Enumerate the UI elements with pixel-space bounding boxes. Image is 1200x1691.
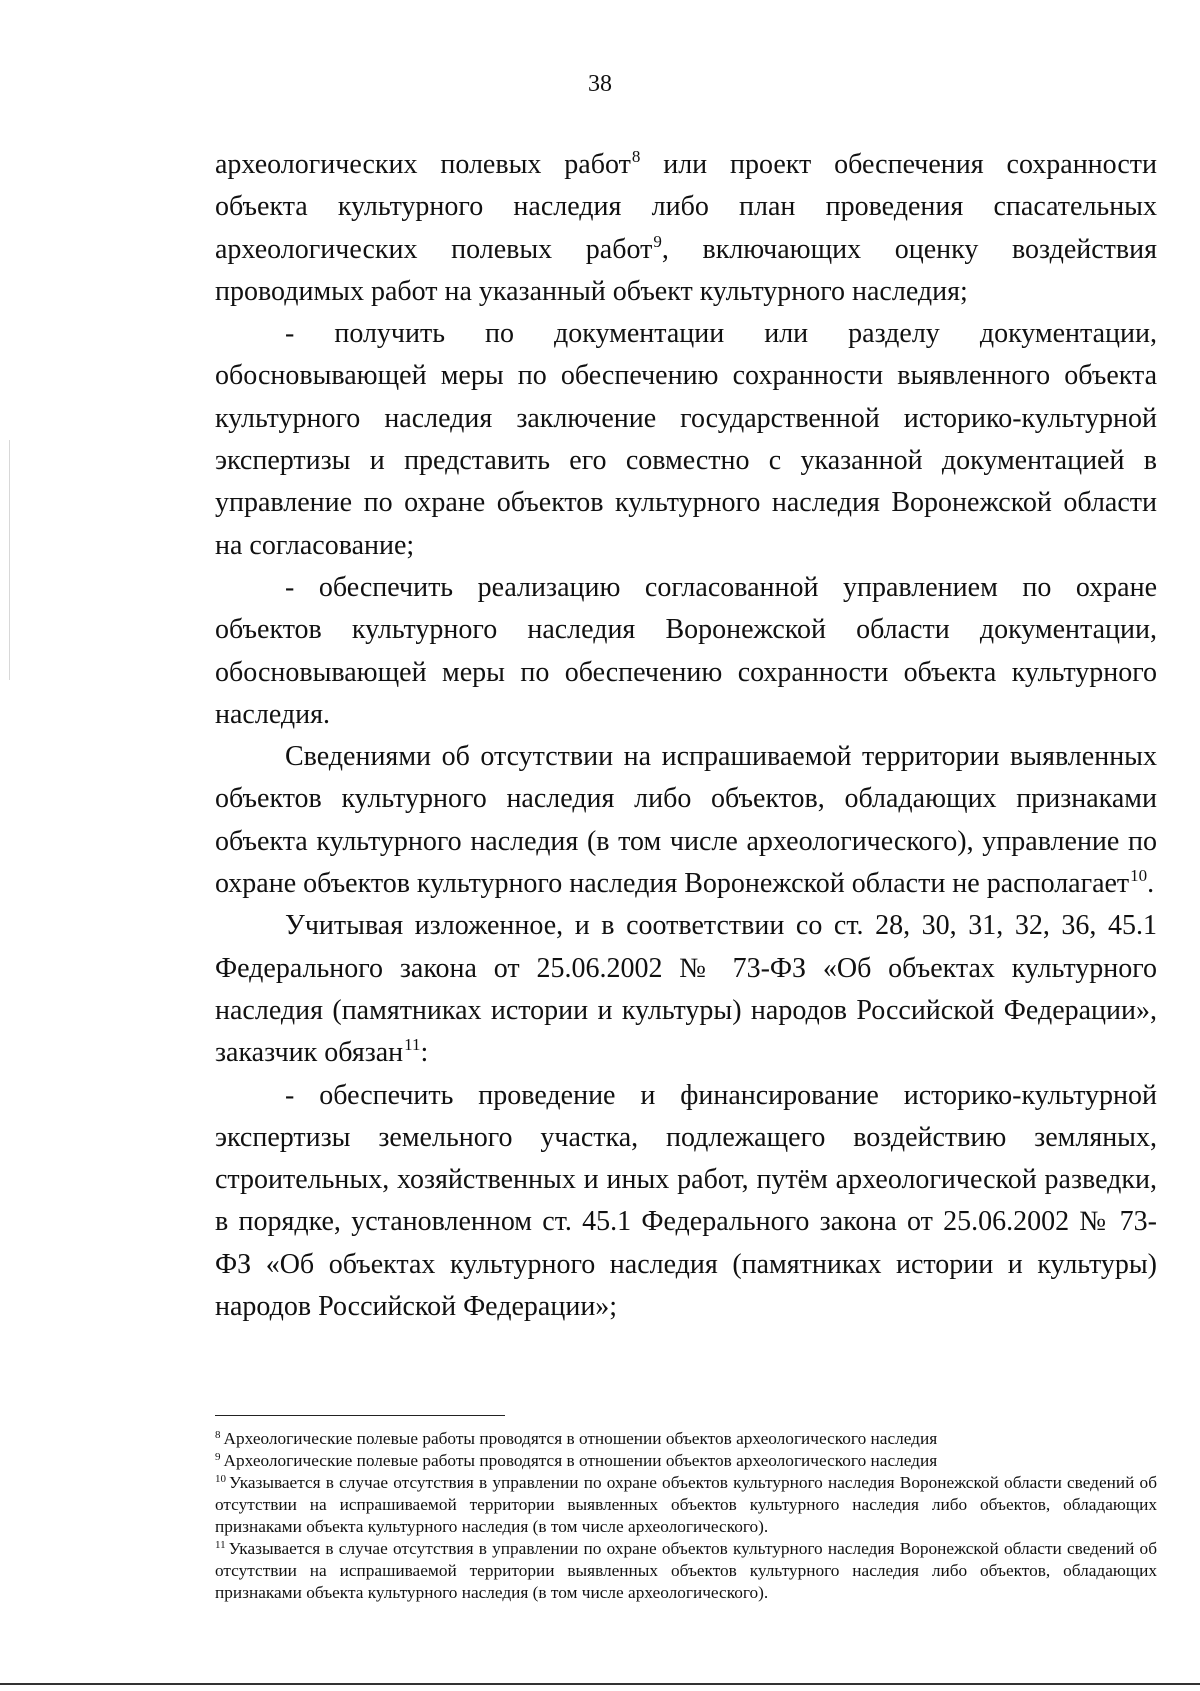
paragraph-1-part-a: археологических полевых работ	[215, 149, 631, 180]
footnote-8	[215, 1428, 1157, 1450]
footnote-text-8: Археологические полевые работы проводятся в отношении объектов археологического наследия	[223, 1429, 938, 1448]
paragraph-1-part-c: , включающих оценку воздействия проводимых работ на указанный объект культурного наследия;	[215, 233, 1157, 307]
paragraph-4	[215, 736, 1157, 905]
footnote-text-10: Указывается в случае отсутствия в управлении по охране объектов культурного наследия Воронежской области сведений об отсутствии на испрашиваемой территории выявленных объектов культурного наследия либо объектов, обладающих признаками объекта культурного наследия (в том числе археологического).	[215, 1473, 1157, 1536]
paragraph-5	[215, 905, 1157, 1074]
footnote-9	[215, 1450, 1157, 1472]
footnote-10	[215, 1472, 1157, 1538]
scan-edge-left	[9, 440, 10, 680]
footnote-11	[215, 1538, 1157, 1604]
footnote-text-11: Указывается в случае отсутствия в управлении по охране объектов культурного наследия Воронежской области сведений об отсутствии на испрашиваемой территории выявленных объектов культурного наследия либо объектов, обладающих признаками объекта культурного наследия (в том числе археологического).	[215, 1539, 1157, 1602]
paragraph-2: - получить по документации или разделу документации, обосновывающей меры по обеспечению сохранности выявленного объекта культурного наследия заключение государственной историко-культурной экспертизы и представить его совместно с указанной документацией в управление по охране объектов культурного наследия Воронежской области на согласование;	[215, 318, 1157, 561]
footnote-ref-9[interactable]: 9	[653, 231, 662, 251]
footnote-text-9: Археологические полевые работы проводятся в отношении объектов археологического наследия	[223, 1451, 938, 1470]
main-text	[215, 144, 1157, 1328]
paragraph-1	[215, 144, 1157, 313]
footnote-mark-10: 10	[215, 1473, 226, 1485]
paragraph-1-part-b: или проект обеспечения сохранности объекта культурного наследия либо план проведения спасательных археологических полевых работ	[215, 149, 1158, 265]
paragraph-6: - обеспечить проведение и финансирование историко-культурной экспертизы земельного участка, подлежащего воздействию земляных, строительных, хозяйственных и иных работ, путём археологической разведки, в порядке, установленном ст. 45.1 Федерального закона от 25.06.2002 № 73-ФЗ «Об объектах культурного наследия (памятниках истории и культуры) народов Российской Федерации»;	[215, 1079, 1157, 1323]
footnote-mark-8: 8	[215, 1429, 221, 1441]
footnote-ref-11[interactable]: 11	[404, 1035, 421, 1055]
paragraph-4-text: Сведениями об отсутствии на испрашиваемой территории выявленных объектов культурного наследия либо объектов, обладающих признаками объекта культурного наследия (в том числе археологического), управление по охране объектов культурного наследия Воронежской области не располагает	[215, 741, 1157, 900]
footnote-separator	[215, 1415, 505, 1416]
footnote-mark-11: 11	[215, 1539, 226, 1551]
paragraph-3: - обеспечить реализацию согласованной управлением по охране объектов культурного наследия Воронежской области документации, обосновывающей меры по обеспечению сохранности объекта культурного наследия.	[215, 571, 1157, 730]
paragraph-5-tail: :	[420, 1037, 429, 1069]
paragraph-4-tail: .	[1147, 868, 1155, 900]
footnote-ref-8[interactable]: 8	[631, 147, 641, 166]
footnotes	[215, 1428, 1157, 1604]
footnote-ref-10[interactable]: 10	[1130, 866, 1148, 886]
footnote-mark-9: 9	[215, 1451, 221, 1463]
page-number: 38	[588, 71, 612, 97]
paragraph-5-text: Учитывая изложенное, и в соответствии со ст. 28, 30, 31, 32, 36, 45.1 Федерального закона от 25.06.2002 № 73-ФЗ «Об объектах культурного наследия (памятниках истории и культуры) народов Российской Федерации», заказчик обязан	[215, 910, 1157, 1069]
scan-edge-bottom	[0, 1683, 1200, 1685]
